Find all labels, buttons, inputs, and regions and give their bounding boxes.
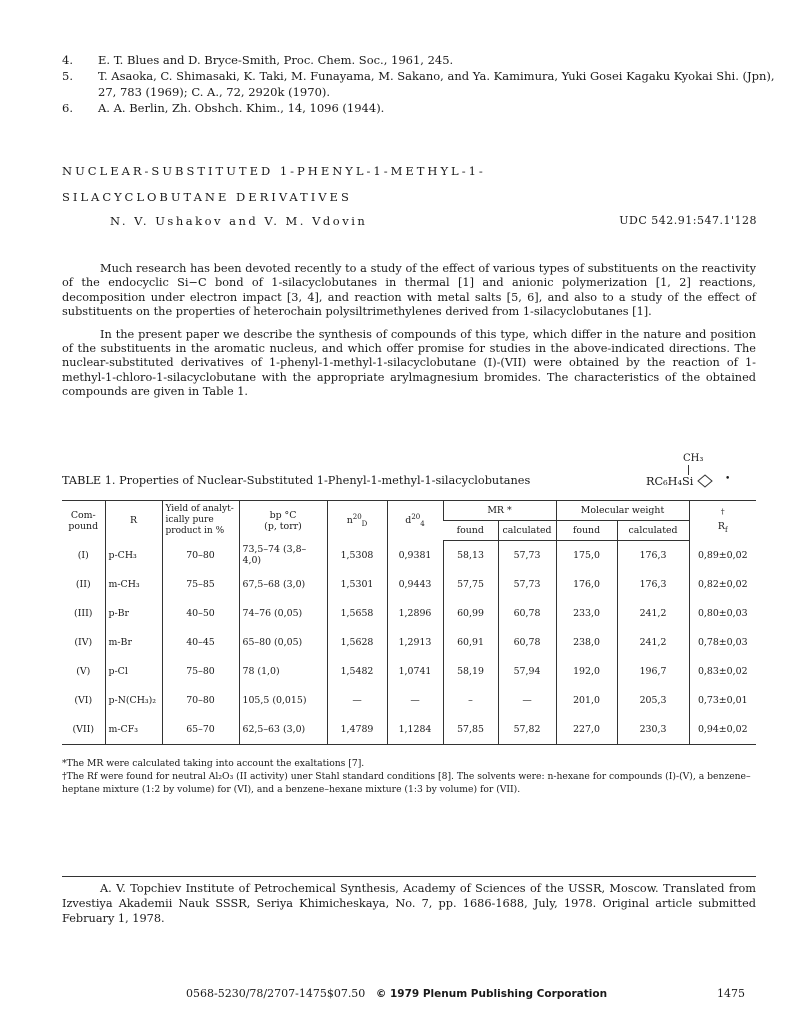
cell-yield: 65–70 (162, 715, 239, 745)
table-row (62, 628, 756, 657)
cell-density: 1,1284 (387, 715, 443, 745)
cell-mw-calculated: 196,7 (617, 657, 689, 686)
cell-mw-calculated: 241,2 (617, 628, 689, 657)
cell-mw-found: 233,0 (556, 599, 617, 628)
body-paragraph: In the present paper we describe the synthesis of compounds of this type, which differ in the nature and position of the substituents in the aromatic nucleus, and which offer promise for studies in the above-indicated directions. The nuclear-substituted derivatives of 1-phenyl-1-methyl-1-silacyclobutane (I)-(VII) were obtained by the reaction of 1-methyl-1-chloro-1-silacyclobutane with the appropriate arylmagnesium bromides. The characteristics of the obtained compounds are given in Table 1. (62, 327, 756, 399)
table-row (62, 715, 756, 745)
cell-compound: (III) (74, 608, 93, 619)
cell-r-group: m-CF₃ (105, 715, 162, 745)
table-body (62, 541, 756, 745)
cell-r-group: p-Cl (105, 657, 162, 686)
page-footer (186, 987, 607, 1000)
udc-code: UDC 542.91:547.1'128 (619, 214, 757, 227)
cell-compound: (IV) (74, 637, 93, 648)
cell-refractive-index: 1,4789 (327, 715, 387, 745)
cell-mr-calculated: 57,73 (498, 541, 556, 571)
cell-refractive-index: — (327, 686, 387, 715)
header-bp: bp °C (p, torr) (239, 501, 327, 541)
cell-boiling-point: 74–76 (0,05) (239, 599, 327, 628)
cell-boiling-point: 67,5–68 (3,0) (239, 570, 327, 599)
article-title (62, 158, 486, 210)
page-number: 1475 (717, 987, 745, 1000)
table-footnotes (62, 757, 762, 796)
formula-methyl-label: CH₃ (683, 453, 704, 464)
cell-yield: 70–80 (162, 686, 239, 715)
cell-rf-value: 0,80±0,03 (689, 599, 756, 628)
cell-rf-value: 0,78±0,03 (689, 628, 756, 657)
cell-mw-calculated: 205,3 (617, 686, 689, 715)
header-mw-found: found (556, 521, 617, 541)
article-title-line-1: NUCLEAR-SUBSTITUTED 1-PHENYL-1-METHYL-1- (62, 164, 486, 178)
cell-density: 1,0741 (387, 657, 443, 686)
table-caption (62, 453, 756, 488)
cell-mr-found: 57,85 (443, 715, 498, 745)
caption-mark: • (725, 474, 731, 484)
cell-mw-found: 227,0 (556, 715, 617, 745)
cell-mw-calculated: 230,3 (617, 715, 689, 745)
table-row (62, 570, 756, 599)
cell-yield: 75–85 (162, 570, 239, 599)
header-refractive-index: $n^{20}_D$ (327, 501, 387, 541)
cell-yield: 40–50 (162, 599, 239, 628)
cell-compound: (VII) (62, 715, 105, 745)
cell-rf-value: 0,94±0,02 (689, 715, 756, 745)
cell-density: 0,9443 (387, 570, 443, 599)
cell-yield: 40–45 (162, 628, 239, 657)
reference-item (62, 52, 782, 68)
cell-mw-found: 201,0 (556, 686, 617, 715)
cell-refractive-index: 1,5308 (327, 541, 387, 571)
cell-r-group: m-Br (105, 628, 162, 657)
cell-compound: (VI) (74, 695, 93, 706)
cell-compound: (II) (75, 579, 91, 590)
cell-mr-calculated: 57,94 (498, 657, 556, 686)
cell-mr-found: 57,75 (443, 570, 498, 599)
reference-number: 6. (62, 101, 73, 115)
cell-density: 0,9381 (387, 541, 443, 571)
cell-compound: (I) (77, 549, 89, 561)
formula-text: RC₆H₄Si (646, 475, 694, 488)
reference-list (62, 52, 782, 116)
reference-text: A. A. Berlin, Zh. Obshch. Khim., 14, 1096 (1944). (98, 101, 385, 115)
cell-r-group: p-CH₃ (105, 541, 162, 571)
cell-rf-value: 0,73±0,01 (689, 686, 756, 715)
cell-mr-found: – (443, 686, 498, 715)
cell-rf-value: 0,82±0,02 (689, 570, 756, 599)
header-rf: † $R_f$ (689, 501, 756, 541)
cyclobutane-ring-icon (697, 474, 713, 488)
body-paragraph: Much research has been devoted recently to a study of the effect of various types of substituents on the reactivity of the endocyclic Si−C bond of 1-silacyclobutanes in thermal [1] and anionic polymerization [1, 2] reactions, decomposition under electron impact [3, 4], and reaction with metal salts [5, 6], and also to a study of the effect of substituents on the properties of heterochain polysiltrimethylenes derived from 1-silacyclobutanes [1]. (62, 262, 756, 319)
reference-number: 5. (62, 69, 73, 83)
footnote-rf: †The Rf were found for neutral Al₂O₃ (II activity) uner Stahl standard conditions [8]. The solvents were: n-hexane for compounds (I)-(V), a benzene–heptane mixture (1:2 by volume) for (VI), and a benzene–hexane mixture (1:3 by volume) for (VII). (62, 771, 751, 795)
cell-mw-calculated: 241,2 (617, 599, 689, 628)
reference-item (62, 100, 782, 116)
cell-mw-calculated: 176,3 (617, 541, 689, 571)
reference-number: 4. (62, 53, 73, 67)
cell-mw-found: 176,0 (556, 570, 617, 599)
cell-mw-found: 238,0 (556, 628, 617, 657)
table-formula (646, 474, 713, 488)
cell-boiling-point: 105,5 (0,015) (239, 686, 327, 715)
table-row (62, 686, 756, 715)
header-density: $d^{20}_4$ (387, 501, 443, 541)
cell-mr-calculated: 60,78 (498, 628, 556, 657)
header-compound: Com- pound (62, 501, 105, 541)
header-r: R (105, 501, 162, 541)
cell-yield: 75–80 (162, 657, 239, 686)
cell-mr-calculated: 57,73 (498, 570, 556, 599)
table-row (62, 657, 756, 686)
footnote-mr: *The MR were calculated taking into account the exaltations [7]. (62, 758, 365, 769)
cell-mr-found: 58,19 (443, 657, 498, 686)
cell-refractive-index: 1,5628 (327, 628, 387, 657)
cell-mr-found: 58,13 (443, 541, 498, 571)
cell-mw-found: 175,0 (556, 541, 617, 571)
header-molecular-weight: Molecular weight (556, 501, 689, 521)
cell-mr-calculated: — (498, 686, 556, 715)
cell-yield: 70–80 (162, 541, 239, 571)
table-caption-text: TABLE 1. Properties of Nuclear-Substituted 1-Phenyl-1-methyl-1-silacyclobutanes (62, 474, 531, 487)
cell-boiling-point: 65–80 (0,05) (239, 628, 327, 657)
reference-text: E. T. Blues and D. Bryce-Smith, Proc. Chem. Soc., 1961, 245. (98, 53, 454, 67)
cell-rf-value: 0,83±0,02 (689, 657, 756, 686)
table-row (62, 541, 756, 571)
header-mr-found: found (443, 521, 498, 541)
cell-r-group: p-N(CH₃)₂ (105, 686, 162, 715)
table-row (62, 599, 756, 628)
cell-compound: (V) (76, 666, 91, 677)
header-yield: Yield of analyt- ically pure product in % (162, 501, 239, 541)
article-authors: N. V. Ushakov and V. M. Vdovin (110, 214, 368, 228)
cell-mr-found: 60,99 (443, 599, 498, 628)
article-title-line-2: SILACYCLOBUTANE DERIVATIVES (62, 190, 352, 204)
cell-refractive-index: 1,5482 (327, 657, 387, 686)
cell-refractive-index: 1,5658 (327, 599, 387, 628)
affiliation-divider (62, 876, 756, 877)
header-mr: MR * (443, 501, 556, 521)
cell-r-group: m-CH₃ (105, 570, 162, 599)
cell-mw-calculated: 176,3 (617, 570, 689, 599)
cell-boiling-point: 73,5–74 (3,8–4,0) (239, 541, 327, 571)
cell-mr-calculated: 60,78 (498, 599, 556, 628)
cell-mw-found: 192,0 (556, 657, 617, 686)
cell-mr-found: 60,91 (443, 628, 498, 657)
reference-item (62, 68, 782, 100)
header-mr-calculated: calculated (498, 521, 556, 541)
cell-density: — (387, 686, 443, 715)
cell-density: 1,2896 (387, 599, 443, 628)
price-code: 0568-5230/78/2707-1475$07.50 (186, 987, 366, 1000)
properties-table (62, 500, 756, 745)
reference-text: T. Asaoka, C. Shimasaki, K. Taki, M. Funayama, M. Sakano, and Ya. Kamimura, Yuki Gosei Kagaku Kyokai Shi. (Jpn), 27, 783 (1969); C. A., 72, 2920k (1970). (98, 69, 775, 99)
copyright: © 1979 Plenum Publishing Corporation (375, 988, 608, 1000)
cell-refractive-index: 1,5301 (327, 570, 387, 599)
cell-rf-value: 0,89±0,02 (689, 541, 756, 571)
cell-r-group: p-Br (105, 599, 162, 628)
cell-density: 1,2913 (387, 628, 443, 657)
cell-boiling-point: 62,5–63 (3,0) (239, 715, 327, 745)
cell-boiling-point: 78 (1,0) (239, 657, 327, 686)
affiliation-note: A. V. Topchiev Institute of Petrochemical Synthesis, Academy of Sciences of the USSR, Moscow. Translated from Izvestiya Akademii Nauk SSSR, Seriya Khimicheskaya, No. 7, pp. 1686-1688, July, 1978. Original article submitted February 1, 1978. (62, 882, 756, 925)
article-body (62, 262, 756, 408)
header-mw-calculated: calculated (617, 521, 689, 541)
cell-mr-calculated: 57,82 (498, 715, 556, 745)
